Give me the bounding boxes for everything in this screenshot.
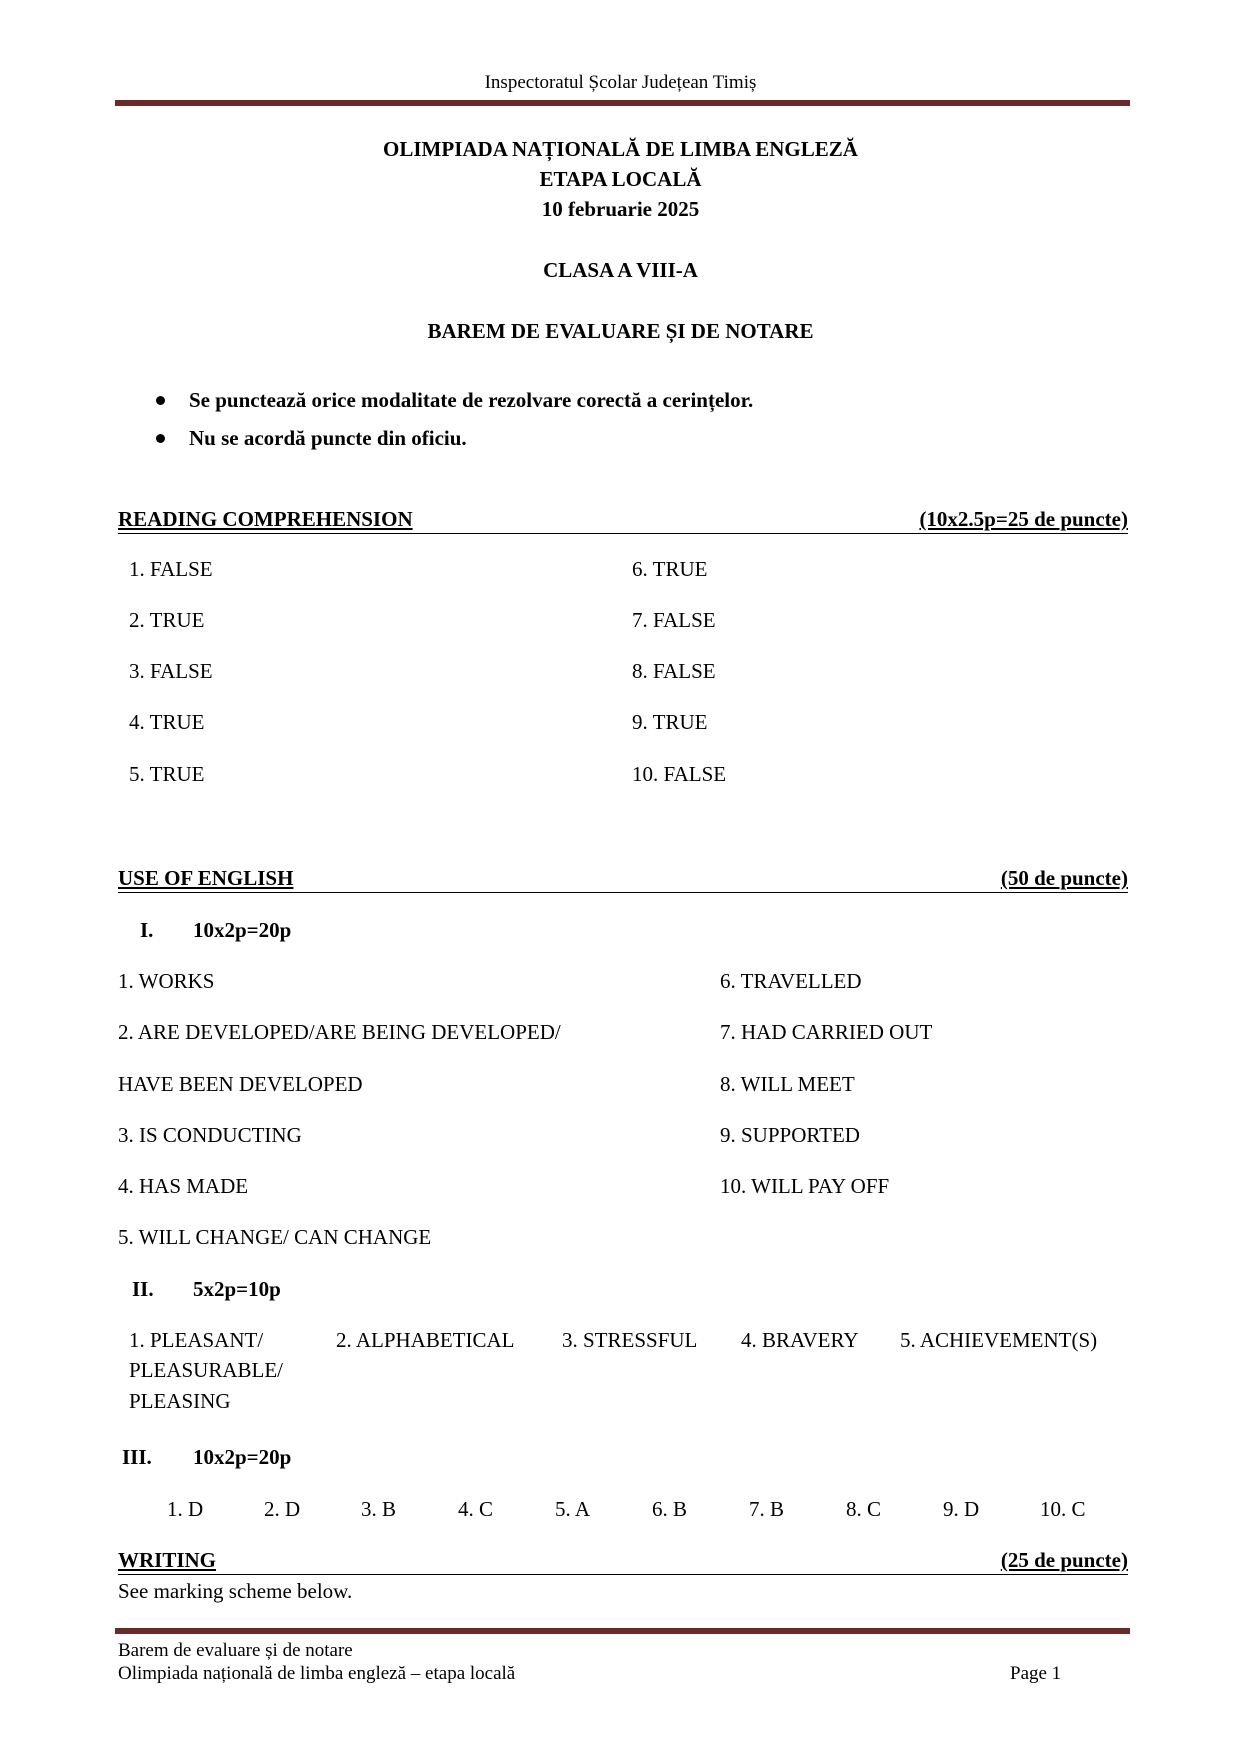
uoe-answer: 7. HAD CARRIED OUT <box>720 1020 933 1044</box>
footer-line-2: Olimpiada națională de limba engleză – etapa locală <box>118 1663 516 1684</box>
uoe-answer: 4. C <box>458 1497 494 1521</box>
uoe-answer: 5. WILL CHANGE/ CAN CHANGE <box>118 1225 432 1249</box>
uoe-answer: 10. C <box>1040 1497 1086 1521</box>
uoe-answer: 1. WORKS <box>118 969 215 993</box>
use-of-english-section-header <box>118 866 1128 893</box>
part-numeral: I. <box>140 918 154 942</box>
reading-answer: 10. FALSE <box>632 762 727 786</box>
uoe-answer: 9. D <box>943 1497 980 1521</box>
uoe-answer: 2. ARE DEVELOPED/ARE BEING DEVELOPED/ <box>118 1020 561 1044</box>
reading-section-header <box>118 507 1128 534</box>
uoe-answer: 4. BRAVERY <box>741 1328 859 1352</box>
uoe-answer: PLEASURABLE/ <box>129 1358 284 1382</box>
uoe-answer: HAVE BEEN DEVELOPED <box>118 1072 363 1096</box>
title-stage: ETAPA LOCALĂ <box>539 167 702 191</box>
note-item <box>156 426 467 451</box>
part-score: 10x2p=20p <box>193 1445 292 1469</box>
use-of-english-heading: USE OF ENGLISH <box>118 866 294 890</box>
footer-line-1: Barem de evaluare și de notare <box>118 1640 353 1661</box>
uoe-answer: 8. C <box>846 1497 882 1521</box>
writing-points: (25 de puncte) <box>1000 1548 1128 1572</box>
header-institution: Inspectoratul Școlar Județean Timiș <box>484 72 757 93</box>
writing-heading: WRITING <box>118 1548 217 1572</box>
part-numeral: III. <box>122 1445 152 1469</box>
reading-answer: 6. TRUE <box>632 557 708 581</box>
bullet-icon <box>156 434 165 443</box>
reading-answer: 9. TRUE <box>632 710 708 734</box>
title-document: BAREM DE EVALUARE ȘI DE NOTARE <box>427 319 814 343</box>
uoe-answer: 2. D <box>264 1497 301 1521</box>
note-text: Nu se acordă puncte din oficiu. <box>189 426 467 450</box>
note-text: Se punctează orice modalitate de rezolvare corectă a cerințelor. <box>189 388 754 412</box>
bullet-icon <box>156 396 165 405</box>
uoe-answer: 7. B <box>749 1497 785 1521</box>
reading-answer: 8. FALSE <box>632 659 716 683</box>
reading-answer: 2. TRUE <box>129 608 205 632</box>
uoe-answer: 5. A <box>555 1497 591 1521</box>
uoe-answer: 8. WILL MEET <box>720 1072 855 1096</box>
uoe-answer: 6. B <box>652 1497 688 1521</box>
reading-answer: 7. FALSE <box>632 608 716 632</box>
title-class: CLASA A VIII-A <box>543 258 698 282</box>
uoe-answer: 1. D <box>167 1497 204 1521</box>
part-score: 10x2p=20p <box>193 918 292 942</box>
writing-note: See marking scheme below. <box>118 1579 353 1603</box>
uoe-answer: 6. TRAVELLED <box>720 969 862 993</box>
note-item <box>156 388 753 413</box>
reading-points: (10x2.5p=25 de puncte) <box>919 507 1128 531</box>
writing-section-header <box>118 1548 1128 1575</box>
part-score: 5x2p=10p <box>193 1277 281 1301</box>
title-date: 10 februarie 2025 <box>541 197 700 221</box>
uoe-answer: 3. STRESSFUL <box>562 1328 698 1352</box>
uoe-answer: 3. IS CONDUCTING <box>118 1123 302 1147</box>
uoe-answer: PLEASING <box>129 1389 231 1413</box>
reading-heading: READING COMPREHENSION <box>118 507 413 531</box>
footer-page-number: Page 1 <box>1010 1663 1062 1684</box>
part-numeral: II. <box>132 1277 154 1301</box>
footer-rule <box>115 1628 1130 1634</box>
reading-answer: 1. FALSE <box>129 557 213 581</box>
uoe-answer: 5. ACHIEVEMENT(S) <box>900 1328 1098 1352</box>
uoe-answer: 1. PLEASANT/ <box>129 1328 264 1352</box>
reading-answer: 5. TRUE <box>129 762 205 786</box>
uoe-answer: 2. ALPHABETICAL <box>336 1328 515 1352</box>
title-olympiad: OLIMPIADA NAȚIONALĂ DE LIMBA ENGLEZĂ <box>383 137 858 161</box>
uoe-answer: 10. WILL PAY OFF <box>720 1174 890 1198</box>
uoe-answer: 4. HAS MADE <box>118 1174 249 1198</box>
header-rule <box>115 100 1130 106</box>
reading-answer: 3. FALSE <box>129 659 213 683</box>
uoe-answer: 3. B <box>361 1497 397 1521</box>
reading-answer: 4. TRUE <box>129 710 205 734</box>
use-of-english-points: (50 de puncte) <box>1000 866 1128 890</box>
uoe-answer: 9. SUPPORTED <box>720 1123 860 1147</box>
